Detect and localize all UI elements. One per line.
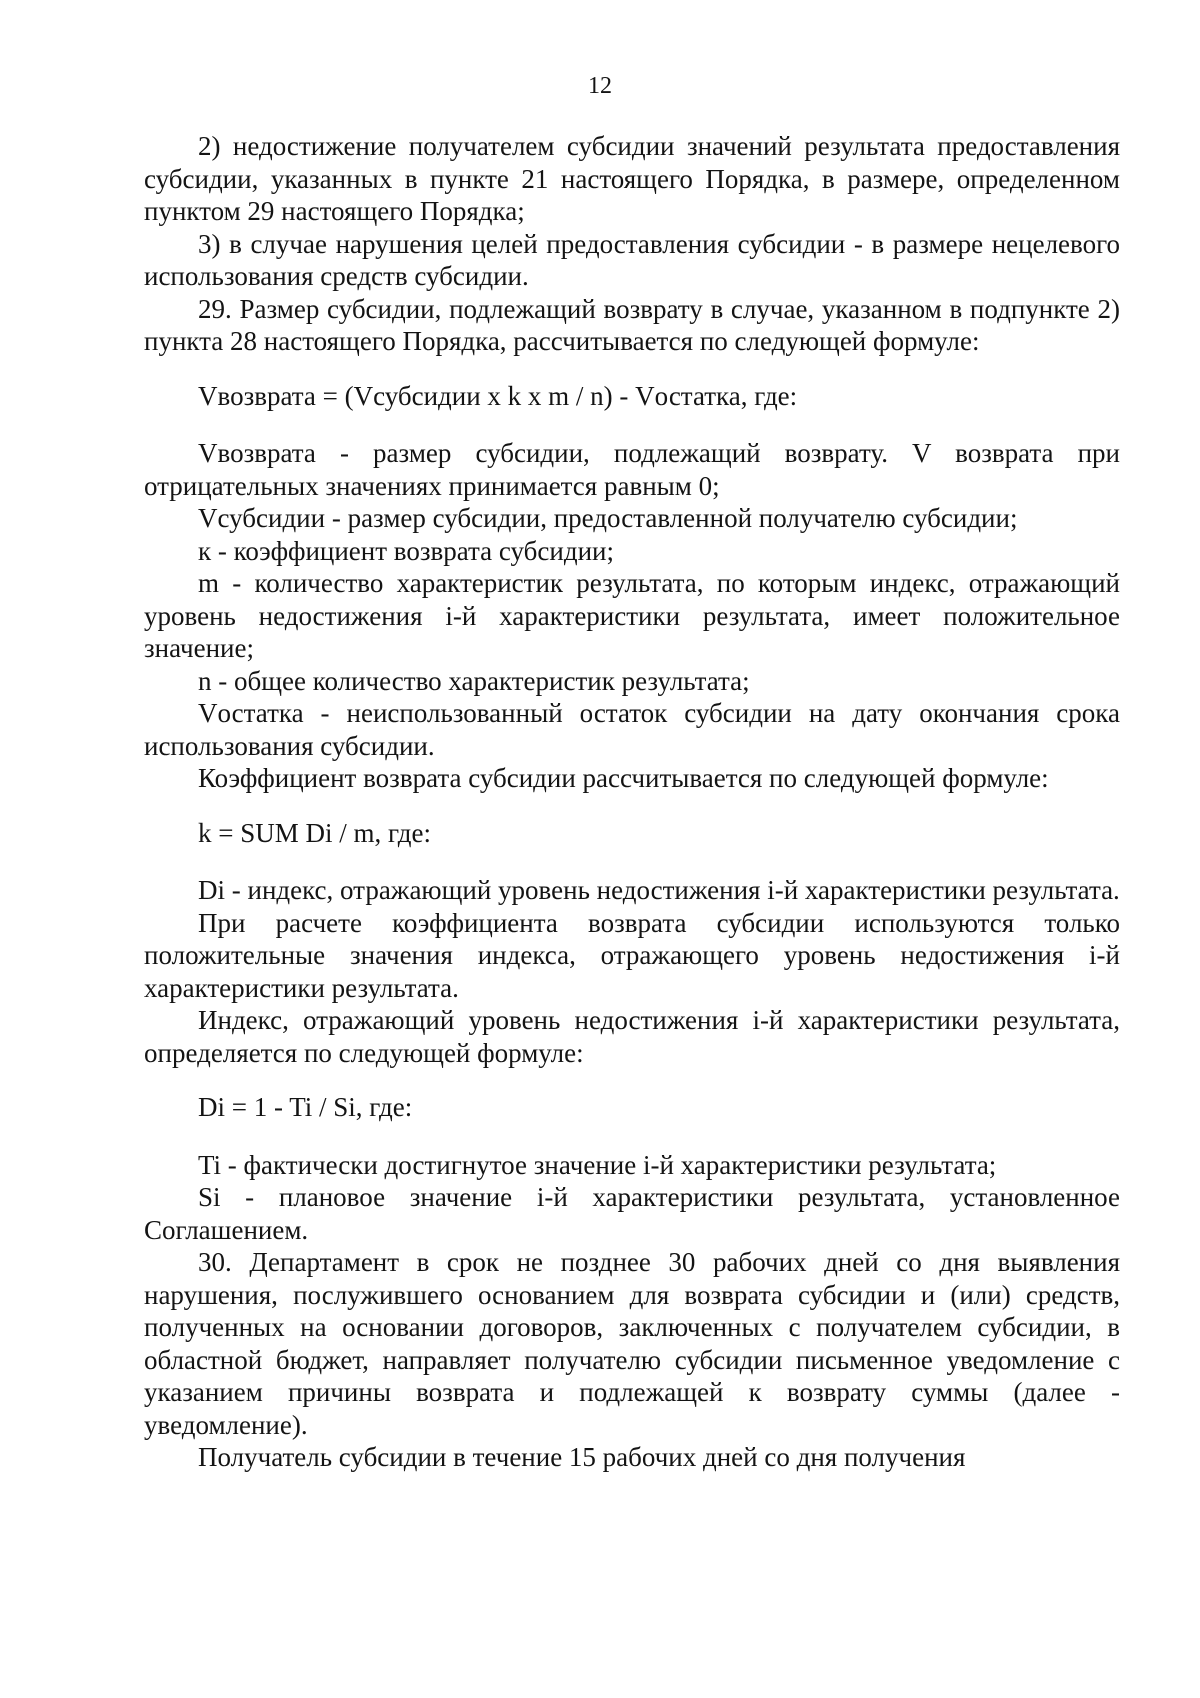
definition-si: Si - плановое значение i-й характеристики результата, установленное Соглашением. bbox=[144, 1182, 1120, 1245]
paragraph-section-29: 29. Размер субсидии, подлежащий возврату в случае, указанном в подпункте 2) пункта 28 настоящего Порядка, рассчитывается по следующей формуле: bbox=[144, 293, 1120, 356]
formula-v-return: Vвозврата = (Vсубсидии x k x m / n) - Vостатка, где: bbox=[198, 380, 798, 411]
paragraph-item-3: 3) в случае нарушения целей предоставления субсидии - в размере нецелевого использования средств субсидии. bbox=[144, 228, 1120, 291]
definition-n: n - общее количество характеристик результата; bbox=[198, 665, 750, 696]
formula-di: Di = 1 - Ti / Si, где: bbox=[198, 1092, 413, 1122]
definition-k: к - коэффициент возврата субсидии; bbox=[198, 535, 614, 566]
definition-di: Di - индекс, отражающий уровень недостижения i-й характеристики результата. bbox=[198, 875, 1120, 905]
page-number: 12 bbox=[588, 73, 612, 99]
paragraph-recipient-continued: Получатель субсидии в течение 15 рабочих дней со дня получения bbox=[198, 1442, 966, 1472]
paragraph-index-intro: Индекс, отражающий уровень недостижения i-й характеристики результата, определяется по следующей формуле: bbox=[144, 1005, 1120, 1068]
definition-v-subsidy: Vсубсидии - размер субсидии, предоставленной получателю субсидии; bbox=[198, 503, 1018, 533]
document-body bbox=[144, 130, 1120, 1474]
definition-m: m - количество характеристик результата, по которым индекс, отражающий уровень недостижения i-й характеристики результата, имеет положительное значение; bbox=[144, 568, 1120, 663]
paragraph-section-30: 30. Департамент в срок не позднее 30 рабочих дней со дня выявления нарушения, послужившего основанием для возврата субсидии и (или) средств, полученных на основании договоров, заключенных с получателем субсидии, в областной бюджет, направляет получателю субсидии письменное уведомление с указанием причины возврата и подлежащей к возврату суммы (далее - уведомление). bbox=[144, 1247, 1120, 1440]
definition-v-remainder: Vостатка - неиспользованный остаток субсидии на дату окончания срока использования субсидии. bbox=[144, 698, 1120, 761]
formula-k: k = SUM Di / m, где: bbox=[198, 817, 431, 848]
definition-ti: Ti - фактически достигнутое значение i-й характеристики результата; bbox=[198, 1149, 997, 1180]
paragraph-item-2: 2) недостижение получателем субсидии значений результата предоставления субсидии, указанных в пункте 21 настоящего Порядка, в размере, определенном пунктом 29 настоящего Порядка; bbox=[144, 131, 1120, 226]
definition-v-return: Vвозврата - размер субсидии, подлежащий возврату. V возврата при отрицательных значениях принимается равным 0; bbox=[144, 438, 1120, 501]
paragraph-coefficient-intro: Коэффициент возврата субсидии рассчитывается по следующей формуле: bbox=[198, 763, 1049, 793]
paragraph-positive-values: При расчете коэффициента возврата субсидии используются только положительные значения индекса, отражающего уровень недостижения i-й характеристики результата. bbox=[144, 907, 1120, 1003]
